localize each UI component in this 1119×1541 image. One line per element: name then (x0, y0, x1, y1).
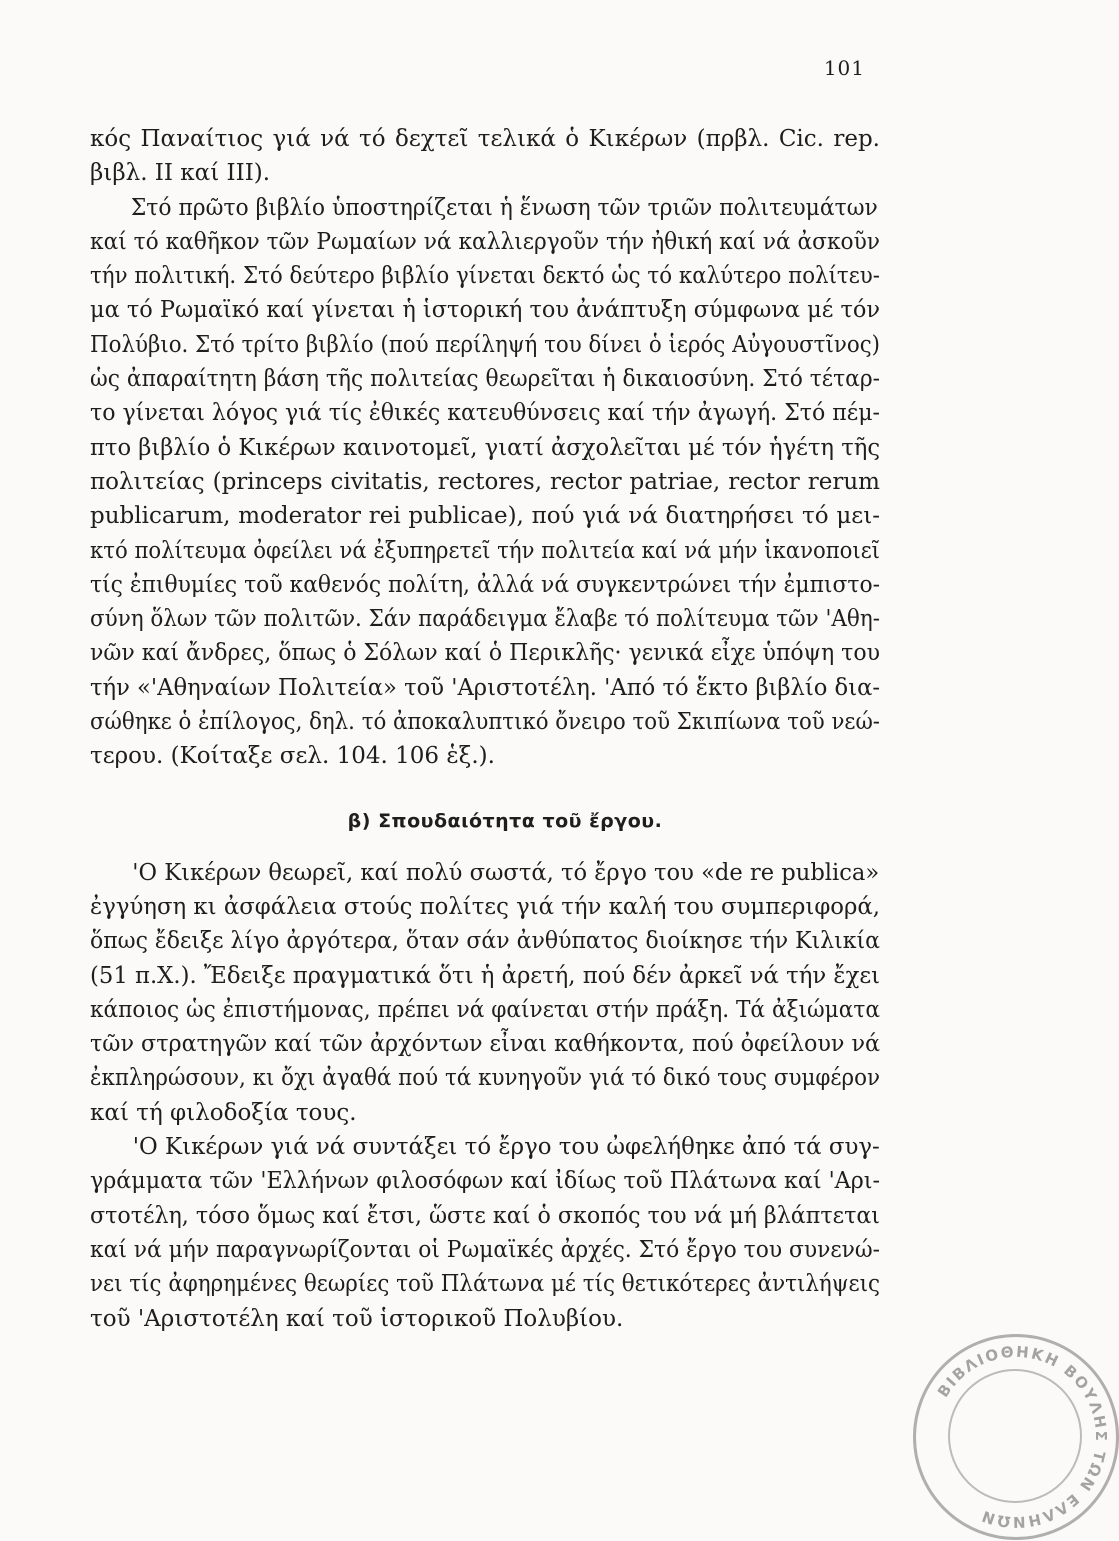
text-line: καί νά μήν παραγνωρίζονται οἱ Ρωμαϊκές ἀρχές. Στό ἔργο του συνενώ- (90, 1236, 880, 1263)
text-line: ὅπως ἔδειξε λίγο ἀργότερα, ὅταν σάν ἀνθύπατος διοίκησε τήν Κιλικία (90, 928, 880, 955)
text-line: βιβλ. II καί III). (90, 160, 271, 187)
stamp-label: ΒΙΒΛΙΟΘΗΚΗ ΒΟΥΛΗΣ ΤΩΝ ΕΛΛΗΝΩΝ (933, 1342, 1111, 1532)
text-line: Στό πρῶτο βιβλίο ὑποστηρίζεται ἡ ἕνωση τῶν τριῶν πολιτευμάτων (130, 194, 878, 221)
text-line: νει τίς ἀφηρημένες θεωρίες τοῦ Πλάτωνα μέ τίς θετικότερες ἀντιλήψεις (90, 1271, 880, 1298)
section-heading: β) Σπουδαιότητα τοῦ ἔργου. (347, 809, 663, 832)
text-line: (51 π.Χ.). Ἔδειξε πραγματικά ὅτι ἡ ἀρετή, πού δέν ἀρκεῖ νά τήν ἔχει (90, 962, 881, 989)
text-line: μα τό Ρωμαϊκό καί γίνεται ἡ ἱστορική του ἀνάπτυξη σύμφωνα μέ τόν (90, 297, 881, 324)
text-line: καί τή φιλοδοξία τους. (90, 1099, 357, 1126)
text-line: το γίνεται λόγος γιά τίς ἐθικές κατευθύνσεις καί τήν ἀγωγή. Στό πέμ- (90, 400, 880, 427)
text-line: καί τό καθῆκον τῶν Ρωμαίων νά καλλιεργοῦν τήν ἠθική καί νά ἀσκοῦν (90, 228, 881, 255)
text-line: κάποιος ὡς ἐπιστήμονας, πρέπει νά φαίνεται στήν πράξη. Τά ἀξιώματα (90, 996, 880, 1023)
text-line: τίς ἐπιθυμίες τοῦ καθενός πολίτη, ἀλλά νά συγκεντρώνει τήν ἐμπιστο- (90, 571, 881, 598)
text-line: τήν πολιτική. Στό δεύτερο βιβλίο γίνεται δεκτό ὡς τό καλύτερο πολίτευ- (90, 263, 880, 290)
text-line: τοῦ 'Αριστοτέλη καί τοῦ ἱστορικοῦ Πολυβίου. (90, 1305, 624, 1332)
body-text (90, 122, 880, 1336)
text-line: τῶν στρατηγῶν καί τῶν ἀρχόντων εἶναι καθήκοντα, πού ὀφείλουν νά (90, 1031, 881, 1058)
text-line: ἐγγύηση κι ἀσφάλεια στούς πολίτες γιά τήν καλή του συμπεριφορά, (90, 893, 881, 920)
stamp-text-ring (916, 1337, 1116, 1537)
text-line: κός Παναίτιος γιά νά τό δεχτεῖ τελικά ὁ Κικέρων (πρβλ. Cic. rep. (90, 126, 880, 152)
text-line: Πολύβιο. Στό τρίτο βιβλίο (πού περίληψή του δίνει ὁ ἱερός Αὐγουστῖνος) (90, 331, 880, 358)
page-number: 101 (823, 56, 865, 80)
text-line: 'Ο Κικέρων γιά νά συντάξει τό ἔργο του ὠφελήθηκε ἀπό τά συγ- (132, 1134, 880, 1161)
paragraph (90, 856, 880, 1130)
text-line: ἐκπληρώσουν, κι ὄχι ἀγαθά πού τά κυνηγοῦν γιά τό δικό τους συμφέρον (90, 1065, 881, 1092)
svg-text:ΒΙΒΛΙΟΘΗΚΗ ΒΟΥΛΗΣ ΤΩΝ ΕΛΛΗΝΩΝ (934, 1343, 1110, 1531)
text-line: νῶν καί ἄνδρες, ὅπως ὁ Σόλων καί ὁ Περικλῆς· γενικά εἶχε ὑπόψη του (90, 640, 880, 667)
text-line: 'Ο Κικέρων θεωρεῖ, καί πολύ σωστά, τό ἔργο του «de re publica» (132, 859, 880, 886)
text-line: σώθηκε ὁ ἐπίλογος, δηλ. τό ἀποκαλυπτικό ὄνειρο τοῦ Σκιπίωνα τοῦ νεώ- (90, 709, 881, 736)
paragraph (90, 191, 880, 774)
text-line: γράμματα τῶν 'Ελλήνων φιλοσόφων καί ἰδίως τοῦ Πλάτωνα καί 'Αρι- (90, 1168, 880, 1195)
text-line: πτο βιβλίο ὁ Κικέρων καινοτομεῖ, γιατί ἀσχολεῖται μέ τόν ἡγέτη τῆς (90, 434, 881, 461)
text-line: πολιτείας (princeps civitatis, rectores, rector patriae, rector rerum (90, 468, 880, 495)
paragraph (90, 1130, 880, 1336)
text-line: τήν «'Αθηναίων Πολιτεία» τοῦ 'Αριστοτέλη. 'Από τό ἕκτο βιβλίο δια- (90, 674, 881, 701)
text-line: σύνη ὅλων τῶν πολιτῶν. Σάν παράδειγμα ἔλαβε τό πολίτευμα τῶν 'Αθη- (90, 606, 880, 633)
text-line: publicarum, moderator rei publicae), πού γιά νά διατηρήσει τό μει- (90, 503, 880, 530)
stamp-svg (916, 1337, 1116, 1537)
paragraph (90, 122, 880, 191)
text-line: τερου. (Κοίταξε σελ. 104. 106 ἑξ.). (90, 743, 495, 770)
text-line: στοτέλη, τόσο ὅμως καί ἔτσι, ὥστε καί ὁ σκοπός του νά μή βλάπτεται (90, 1202, 880, 1229)
library-stamp (913, 1334, 1119, 1540)
text-line: κτό πολίτευμα ὀφείλει νά ἐξυπηρετεῖ τήν πολιτεία καί νά μήν ἱκανοποιεῖ (90, 537, 881, 564)
text-line: ὡς ἀπαραίτητη βάση τῆς πολιτείας θεωρεῖται ἡ δικαιοσύνη. Στό τέταρ- (90, 366, 880, 393)
